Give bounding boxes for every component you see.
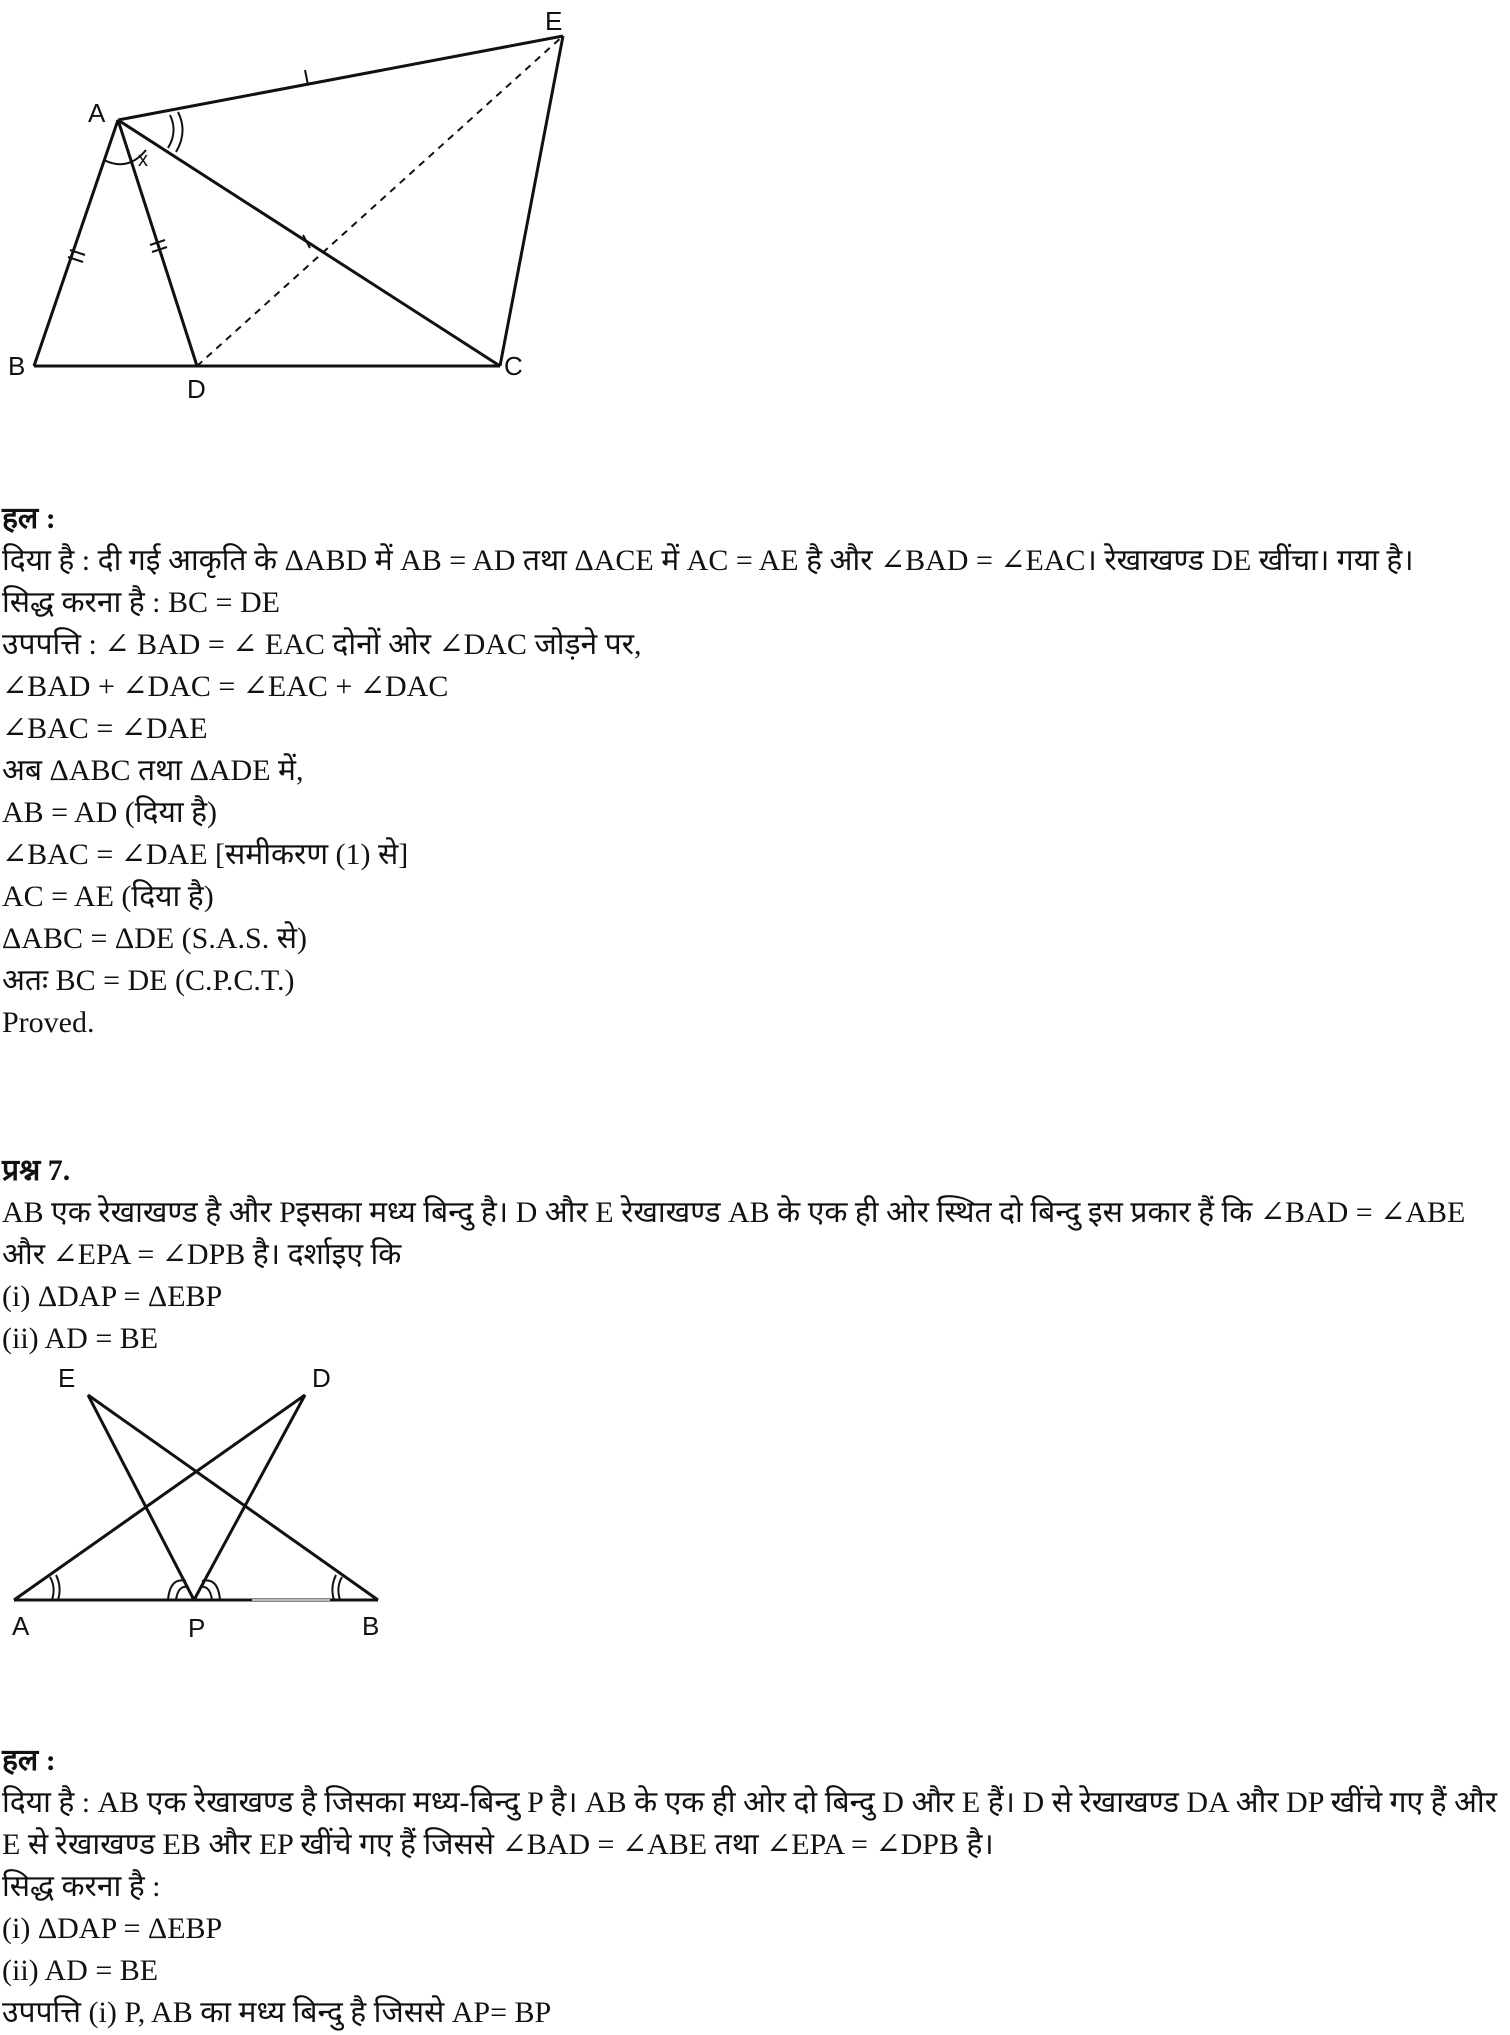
solution-2-part-i: (i) ΔDAP = ΔEBP <box>2 1912 223 1945</box>
label-d: D <box>187 374 206 400</box>
solution-1-proof-line: अब ΔABC तथा ΔADE में, <box>2 754 304 787</box>
solution-1-given: दिया है : दी गई आकृति के ΔABD में AB = AD तथा ΔACE में AC = AE है और ∠BAD = ∠EAC। रेखाखण्ड DE खींचा। गया है। <box>2 544 1414 577</box>
label-b: B <box>362 1611 380 1641</box>
solution-1-proof-line: ∠BAD + ∠DAC = ∠EAC + ∠DAC <box>2 670 449 703</box>
solution-1-proved: Proved. <box>2 1006 95 1039</box>
solution-1-proof-line: अतः BC = DE (C.P.C.T.) <box>2 964 295 997</box>
label-e: E <box>58 1363 76 1393</box>
label-e: E <box>545 6 563 36</box>
question-7-part-ii: (ii) AD = BE <box>2 1322 159 1355</box>
question-7-part-i: (i) ΔDAP = ΔEBP <box>2 1280 223 1313</box>
solution-1-proof-line: ΔABC = ΔDE (S.A.S. से) <box>2 922 307 955</box>
label-d: D <box>312 1363 331 1393</box>
figure-1-quadrilateral <box>0 0 600 400</box>
solution-1-proof-line: ∠BAC = ∠DAE <box>2 712 208 745</box>
solution-2-heading: हल : <box>2 1744 56 1777</box>
solution-1 <box>2 498 1502 1044</box>
solution-1-proof-line: ∠BAC = ∠DAE [समीकरण (1) से] <box>2 838 409 871</box>
solution-1-proof-line: AC = AE (दिया है) <box>2 880 214 913</box>
figure-2-triangles <box>0 1355 420 1655</box>
solution-1-heading: हल : <box>2 502 56 535</box>
solution-2-to-prove: सिद्ध करना है : <box>2 1870 161 1903</box>
question-7-text: AB एक रेखाखण्ड है और Pइसका मध्य बिन्दु है। D और E रेखाखण्ड AB के एक ही ओर स्थित दो बिन्दु इस प्रकार हैं कि ∠BAD = ∠ABE और ∠EPA = ∠DPB है। दर्शाइए कि <box>2 1196 1466 1271</box>
solution-2 <box>2 1740 1502 2034</box>
solution-1-proof-line: AB = AD (दिया है) <box>2 796 218 829</box>
label-p: P <box>188 1613 206 1643</box>
label-a: A <box>12 1611 30 1641</box>
label-c: C <box>504 351 523 381</box>
question-7 <box>2 1150 1502 1360</box>
question-7-heading: प्रश्न 7. <box>2 1154 71 1187</box>
solution-1-proof-line: उपपत्ति : ∠ BAD = ∠ EAC दोनों ओर ∠DAC जोड़ने पर, <box>2 628 642 661</box>
label-x: x <box>138 149 148 171</box>
solution-2-given: दिया है : AB एक रेखाखण्ड है जिसका मध्य-बिन्दु P है। AB के एक ही ओर दो बिन्दु D और E हैं। D से रेखाखण्ड DA और DP खींचे गए हैं और E से रेखाखण्ड EB और EP खींचे गए हैं जिससे ∠BAD = ∠ABE तथा ∠EPA = ∠DPB है। <box>2 1786 1498 1861</box>
solution-1-to-prove: सिद्ध करना है : BC = DE <box>2 586 280 619</box>
solution-2-proof-line: उपपत्ति (i) P, AB का मध्य बिन्दु है जिससे AP= BP <box>2 1996 552 2029</box>
label-a: A <box>88 98 106 128</box>
solution-2-part-ii: (ii) AD = BE <box>2 1954 159 1987</box>
label-b: B <box>8 351 26 381</box>
